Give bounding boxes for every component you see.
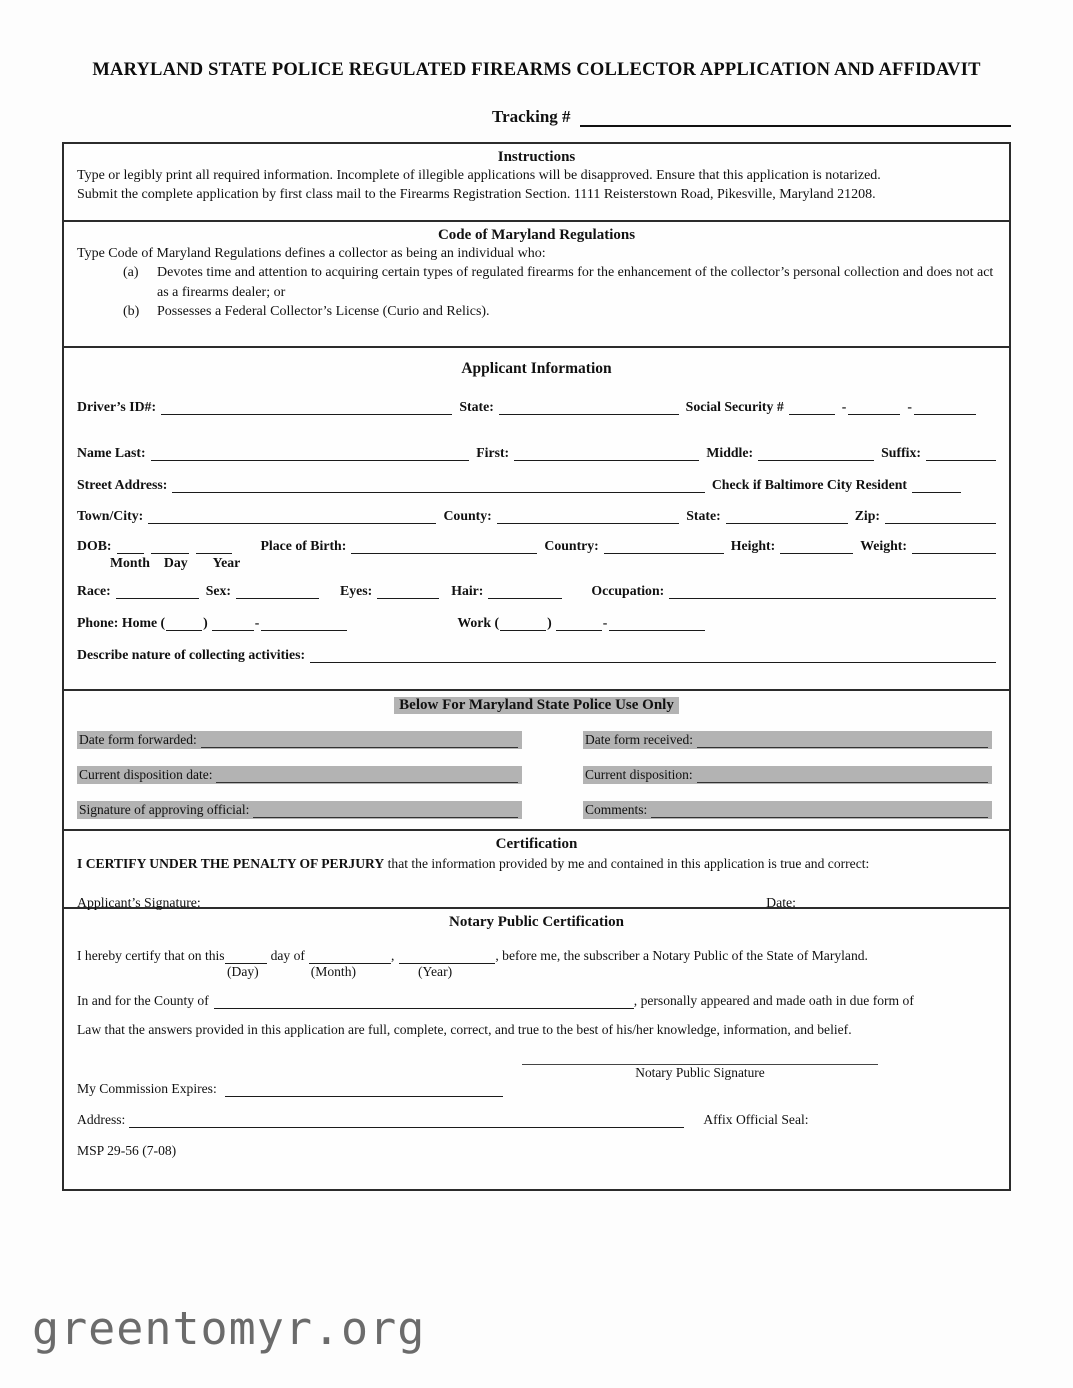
form-number-row [77, 1143, 996, 1159]
commission-expires-field-line[interactable] [225, 1081, 503, 1097]
police-row-signature [77, 801, 996, 819]
street-address-field-line[interactable] [172, 477, 704, 493]
date-forwarded-label: Date form forwarded: [79, 732, 197, 747]
code-item-b [77, 302, 996, 322]
notary-day-field-line[interactable] [225, 948, 267, 964]
phone-work-dash: - [602, 615, 608, 630]
place-of-birth-field-line[interactable] [351, 538, 537, 554]
current-disposition-field-line[interactable] [697, 767, 988, 783]
affix-seal-label: Affix Official Seal: [703, 1112, 809, 1127]
ssn-dash-2: - [907, 399, 912, 414]
ssn-label: Social Security # [685, 399, 784, 414]
section-certification [62, 829, 1011, 909]
zip-field-line[interactable] [885, 508, 996, 524]
commission-expires-label: My Commission Expires: [77, 1081, 217, 1096]
ssn-part1-field-line[interactable] [789, 399, 835, 415]
middle-name-label: Middle: [706, 445, 754, 460]
phone-home-area-field-line[interactable] [166, 615, 202, 631]
row-dob-hints [77, 555, 996, 571]
notary-county-pre: In and for the County of [77, 993, 209, 1008]
form-number: MSP 29-56 (7-08) [77, 1143, 177, 1158]
notary-certify-pre: I hereby certify that on this [77, 948, 225, 963]
baltimore-resident-check-line[interactable] [912, 477, 961, 493]
code-item-a-marker: (a) [123, 265, 139, 280]
drivers-id-field-line[interactable] [161, 399, 452, 415]
instructions-heading: Instructions [497, 149, 576, 165]
current-disposition-label: Current disposition: [585, 767, 693, 782]
collecting-activities-label: Describe nature of collecting activities: [77, 647, 306, 662]
ssn-part3-field-line[interactable] [914, 399, 976, 415]
collecting-activities-field-line[interactable] [310, 647, 996, 663]
code-intro: Type Code of Maryland Regulations defines a collector as being an individual who: [77, 246, 546, 261]
state2-field-line[interactable] [726, 508, 848, 524]
country-label: Country: [544, 538, 599, 553]
phone-work-area-field-line[interactable] [500, 615, 546, 631]
row-collecting-activities [77, 647, 996, 663]
height-field-line[interactable] [780, 538, 853, 554]
zip-label: Zip: [854, 508, 880, 523]
approving-official-field-line[interactable] [253, 802, 518, 818]
race-field-line[interactable] [116, 583, 199, 599]
sex-label: Sex: [205, 583, 232, 598]
row-town-city [77, 508, 996, 524]
row-dob [77, 538, 996, 554]
town-city-field-line[interactable] [148, 508, 436, 524]
country-field-line[interactable] [604, 538, 724, 554]
state2-label: State: [686, 508, 721, 523]
row-name [77, 445, 996, 461]
code-item-b-marker: (b) [123, 304, 140, 319]
instructions-line-2: Submit the complete application by first class mail to the Firearms Registration Section. 1111 Reisterstown Road, Pikesville, Maryland 21208. [77, 187, 876, 202]
notary-dayof-label: day of [270, 948, 305, 963]
race-label: Race: [77, 583, 111, 598]
notary-certify-row [77, 948, 996, 964]
notary-law-row [77, 1022, 996, 1038]
phone-home-label: Phone: Home ( [77, 615, 166, 630]
county-label: County: [443, 508, 492, 523]
form-body [62, 142, 1011, 1191]
row-phone [77, 615, 996, 631]
occupation-field-line[interactable] [669, 583, 996, 599]
phone-work-paren: ) [547, 615, 552, 630]
comments-label: Comments: [585, 802, 648, 817]
hair-label: Hair: [451, 583, 484, 598]
name-last-field-line[interactable] [151, 445, 470, 461]
police-row-dates [77, 731, 996, 749]
state-field-line[interactable] [499, 399, 679, 415]
height-label: Height: [730, 538, 776, 553]
instructions-line-1: Type or legibly print all required information. Incomplete of illegible applications will be disapproved. Ensure that this application is notarized. [77, 168, 881, 183]
phone-work-prefix-field-line[interactable] [556, 615, 602, 631]
notary-county-field-line[interactable] [214, 993, 634, 1009]
date-forwarded-bar [77, 731, 522, 749]
notary-year-field-line[interactable] [399, 948, 495, 964]
phone-work-label: Work ( [457, 615, 500, 630]
date-received-label: Date form received: [585, 732, 693, 747]
date-received-field-line[interactable] [697, 732, 988, 748]
phone-home-prefix-field-line[interactable] [212, 615, 254, 631]
notary-signature-caption: Notary Public Signature [635, 1065, 765, 1080]
phone-home-dash: - [254, 615, 260, 630]
tracking-field-line[interactable] [580, 107, 1011, 127]
weight-field-line[interactable] [912, 538, 996, 554]
dob-year-hint: Year [212, 555, 241, 570]
sex-field-line[interactable] [236, 583, 319, 599]
section-applicant-information [62, 346, 1011, 691]
code-item-b-text: Possesses a Federal Collector’s License (Curio and Relics). [157, 304, 490, 319]
county-field-line[interactable] [497, 508, 679, 524]
certification-bold-text: I CERTIFY UNDER THE PENALTY OF PERJURY [77, 856, 385, 871]
first-name-label: First: [476, 445, 510, 460]
code-heading: Code of Maryland Regulations [437, 227, 636, 243]
certification-date-label: Date: [766, 895, 796, 910]
row-drivers-id [77, 399, 996, 415]
notary-heading: Notary Public Certification [449, 914, 624, 930]
certification-statement [77, 856, 996, 872]
town-city-label: Town/City: [77, 508, 144, 523]
date-forwarded-field-line[interactable] [201, 732, 518, 748]
notary-address-label: Address: [77, 1112, 126, 1127]
section-police-use-only [62, 689, 1011, 831]
notary-certify-post: , before me, the subscriber a Notary Public of the State of Maryland. [495, 948, 868, 963]
ssn-part2-field-line[interactable] [848, 399, 900, 415]
notary-day-hint: (Day) [227, 964, 259, 979]
suffix-label: Suffix: [881, 445, 921, 460]
police-use-heading: Below For Maryland State Police Use Only [394, 697, 679, 714]
tracking-label: Tracking # [492, 107, 571, 126]
dob-day-field-line[interactable] [151, 538, 189, 554]
hair-field-line[interactable] [488, 583, 562, 599]
tracking-row [492, 107, 1011, 127]
certification-heading: Certification [495, 836, 578, 852]
ssn-dash-1: - [841, 399, 847, 414]
notary-signature-field-line[interactable] [522, 1038, 878, 1065]
drivers-id-label: Driver’s ID#: [77, 399, 157, 414]
name-last-label: Name Last: [77, 445, 146, 460]
notary-address-field-line[interactable] [129, 1112, 684, 1128]
eyes-field-line[interactable] [377, 583, 439, 599]
notary-month-hint: (Month) [310, 964, 357, 979]
row-physical [77, 583, 996, 599]
street-address-label: Street Address: [77, 477, 168, 492]
notary-comma: , [390, 948, 395, 963]
disposition-date-bar [77, 766, 522, 784]
place-of-birth-label: Place of Birth: [260, 538, 347, 553]
notary-hints-row [77, 964, 996, 980]
notary-month-field-line[interactable] [309, 948, 391, 964]
notary-year-hint: (Year) [418, 964, 453, 979]
state-label: State: [459, 399, 494, 414]
phone-work-number-field-line[interactable] [609, 615, 705, 631]
notary-county-row [77, 993, 996, 1009]
dob-month-field-line[interactable] [117, 538, 144, 554]
disposition-date-label: Current disposition date: [79, 767, 213, 782]
occupation-label: Occupation: [591, 583, 665, 598]
section-notary [62, 907, 1011, 1191]
code-item-a-text: Devotes time and attention to acquiring certain types of regulated firearms for the enhancement of the collector’s personal collection and does not act as a firearms dealer; or [157, 265, 994, 300]
baltimore-resident-label: Check if Baltimore City Resident [711, 477, 907, 492]
dob-day-hint: Day [163, 555, 188, 570]
notary-law-text: Law that the answers provided in this application are full, complete, correct, and true to the best of his/her knowledge, information, and belief. [77, 1022, 852, 1037]
suffix-field-line[interactable] [926, 445, 996, 461]
notary-address-row [77, 1112, 996, 1128]
certification-body-text: that the information provided by me and contained in this application is true and correct: [384, 856, 870, 871]
code-item-a [77, 263, 996, 302]
applicant-signature-label: Applicant’s Signature: [77, 895, 201, 910]
notary-commission-row [77, 1081, 996, 1097]
watermark-text: greentomyr.org [32, 1302, 426, 1355]
approving-official-label: Signature of approving official: [79, 802, 250, 817]
comments-bar [583, 801, 992, 819]
current-disposition-bar [583, 766, 992, 784]
row-street-address [77, 477, 996, 493]
dob-year-field-line[interactable] [196, 538, 232, 554]
applicant-heading: Applicant Information [461, 360, 612, 377]
first-name-field-line[interactable] [514, 445, 699, 461]
comments-field-line[interactable] [651, 802, 988, 818]
section-code-of-regulations [62, 220, 1011, 348]
middle-name-field-line[interactable] [758, 445, 874, 461]
date-received-bar [583, 731, 992, 749]
police-row-disposition [77, 766, 996, 784]
approving-official-bar [77, 801, 522, 819]
phone-home-paren: ) [203, 615, 208, 630]
phone-home-number-field-line[interactable] [261, 615, 347, 631]
notary-county-post: , personally appeared and made oath in due form of [633, 993, 914, 1008]
weight-label: Weight: [860, 538, 907, 553]
dob-label: DOB: [77, 538, 112, 553]
page-title: MARYLAND STATE POLICE REGULATED FIREARMS COLLECTOR APPLICATION AND AFFIDAVIT [92, 60, 981, 80]
section-instructions [62, 142, 1011, 222]
dob-month-hint: Month [110, 555, 150, 570]
eyes-label: Eyes: [340, 583, 373, 598]
disposition-date-field-line[interactable] [216, 767, 518, 783]
